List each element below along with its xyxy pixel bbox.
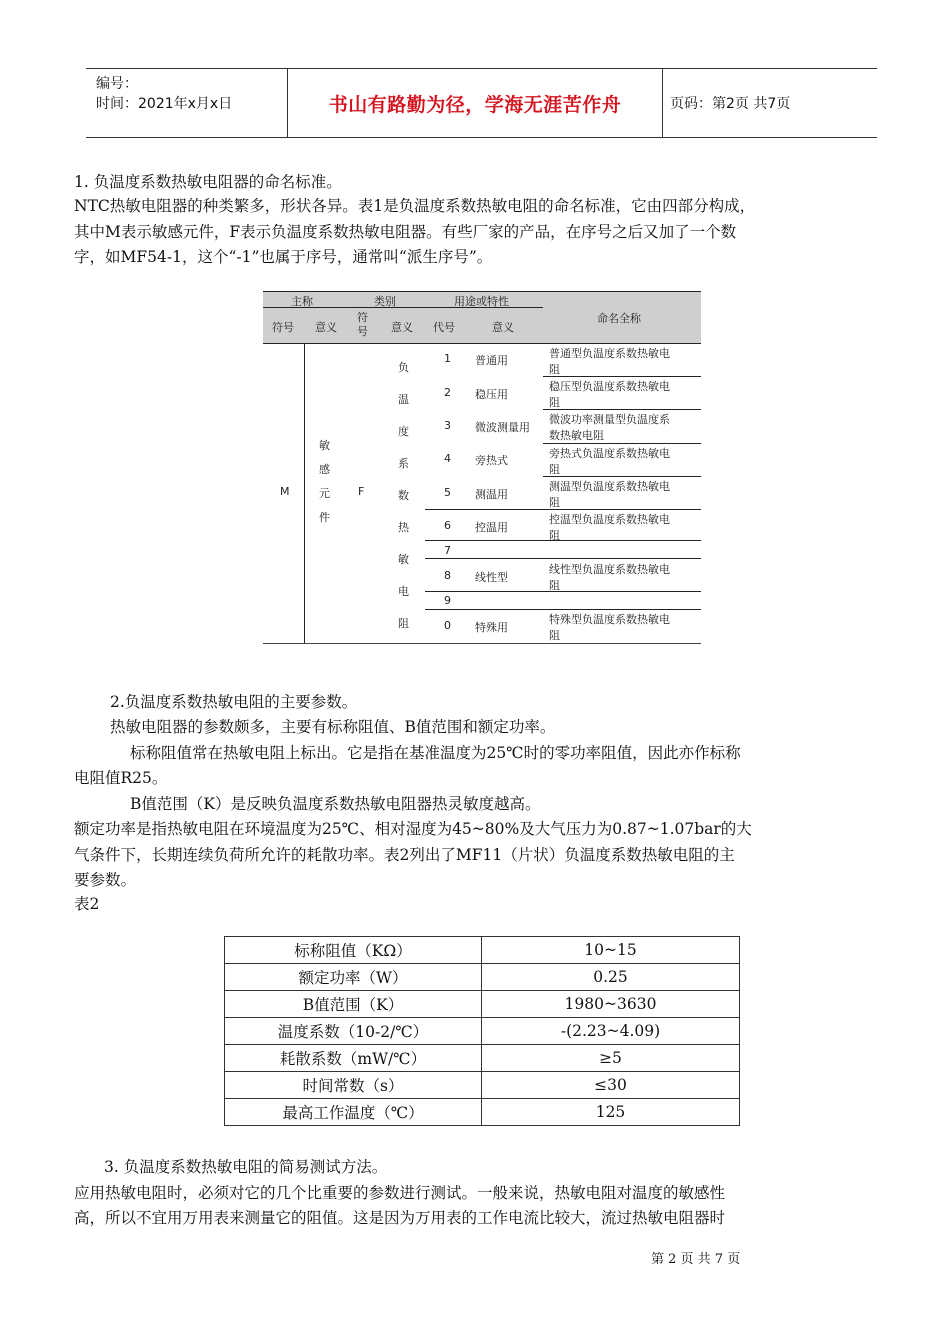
table1-sub-header: 代号 bbox=[433, 321, 455, 334]
table1-sub-header: 意义 bbox=[391, 321, 413, 334]
table1-code: 3 bbox=[444, 419, 451, 432]
table1-fullname: 阻 bbox=[549, 629, 560, 642]
header-meta bbox=[86, 69, 286, 137]
table1-rule bbox=[425, 509, 701, 510]
table1-class-meaning-char: 负 bbox=[398, 361, 409, 374]
table1-main-meaning-char: 元 bbox=[319, 487, 330, 500]
table1-sub-header: 符号 bbox=[357, 311, 368, 338]
table1-main-meaning-char: 感 bbox=[319, 463, 330, 476]
table1-sub-header: 意义 bbox=[315, 321, 337, 334]
param-name: B值范围（K） bbox=[225, 991, 482, 1018]
table1-fullname: 数热敏电阻 bbox=[549, 429, 604, 442]
section3-line: 高，所以不宜用万用表来测量它的阻值。这是因为万用表的工作电流比较大，流过热敏电阻器时 bbox=[74, 1209, 726, 1227]
section1-line: 字，如MF54-1，这个“-1”也属于序号，通常叫“派生序号”。 bbox=[74, 248, 493, 266]
table1-rule bbox=[425, 591, 701, 592]
table1-sub-header: 符号 bbox=[272, 321, 294, 334]
table1-rule bbox=[263, 343, 701, 344]
table-row bbox=[225, 991, 740, 1018]
table1-fullname: 阻 bbox=[549, 529, 560, 542]
page-header bbox=[86, 68, 877, 138]
table1-rule bbox=[304, 343, 305, 643]
section2-power: 要参数。 bbox=[74, 871, 137, 889]
table1-fullname: 旁热式负温度系数热敏电 bbox=[549, 447, 670, 460]
section2-bvalue: B值范围（K）是反映负温度系数热敏电阻器热灵敏度越高。 bbox=[130, 795, 541, 813]
section2-power: 额定功率是指热敏电阻在环境温度为25℃、相对湿度为45~80%及大气压力为0.87~1.07bar的大 bbox=[74, 820, 752, 838]
parameters-table bbox=[224, 936, 740, 1126]
param-name: 额定功率（W） bbox=[225, 964, 482, 991]
table1-fullname: 阻 bbox=[549, 363, 560, 376]
table-row bbox=[225, 1099, 740, 1126]
table1-fullname: 测温型负温度系数热敏电 bbox=[549, 480, 670, 493]
section1-heading: 1. 负温度系数热敏电阻器的命名标准。 bbox=[74, 173, 342, 191]
table1-rule bbox=[425, 540, 701, 541]
param-name: 温度系数（10-2/℃） bbox=[225, 1018, 482, 1045]
table1-group-header: 主称 bbox=[291, 295, 313, 308]
table1-code: 7 bbox=[444, 544, 451, 557]
table1-fullname: 线性型负温度系数热敏电 bbox=[549, 563, 670, 576]
table1-code: 2 bbox=[444, 386, 451, 399]
param-value: 125 bbox=[482, 1099, 740, 1126]
table1-rule bbox=[543, 443, 701, 444]
table2-label: 表2 bbox=[74, 895, 100, 913]
table1-code: 8 bbox=[444, 569, 451, 582]
section1-line: NTC热敏电阻器的种类繁多，形状各异。表1是负温度系数热敏电阻的命名标准，它由四部分构成， bbox=[74, 197, 756, 215]
table1-class-meaning-char: 数 bbox=[398, 489, 409, 502]
param-name: 最高工作温度（℃） bbox=[225, 1099, 482, 1126]
table1-code: 9 bbox=[444, 594, 451, 607]
table-row bbox=[225, 1072, 740, 1099]
table1-use: 普通用 bbox=[475, 354, 508, 367]
table1-rule bbox=[543, 476, 701, 477]
table1-use: 线性型 bbox=[475, 571, 508, 584]
section3-line: 应用热敏电阻时，必须对它的几个比重要的参数进行测试。一般来说，热敏电阻对温度的敏感性 bbox=[74, 1184, 726, 1202]
param-value: ≤30 bbox=[482, 1072, 740, 1099]
table-row bbox=[225, 937, 740, 964]
table1-fullname: 普通型负温度系数热敏电 bbox=[549, 347, 670, 360]
table1-fullname: 阻 bbox=[549, 579, 560, 592]
param-value: ≥5 bbox=[482, 1045, 740, 1072]
table1-fullname: 特殊型负温度系数热敏电 bbox=[549, 613, 670, 626]
section2-nominal: 标称阻值常在热敏电阻上标出。它是指在基准温度为25℃时的零功率阻值，因此亦作标称 bbox=[130, 744, 741, 762]
table1-class-meaning-char: 温 bbox=[398, 393, 409, 406]
table1-code: 1 bbox=[444, 352, 451, 365]
table1-fullname: 阻 bbox=[549, 463, 560, 476]
table-row bbox=[225, 964, 740, 991]
table1-use: 特殊用 bbox=[475, 621, 508, 634]
table1-fullname: 阻 bbox=[549, 496, 560, 509]
table1-code: 5 bbox=[444, 486, 451, 499]
table1-fullname-header: 命名全称 bbox=[597, 312, 641, 325]
table1-use: 微波测量用 bbox=[475, 421, 530, 434]
param-name: 标称阻值（KΩ） bbox=[225, 937, 482, 964]
naming-standard-table bbox=[263, 291, 701, 644]
table1-code: 0 bbox=[444, 619, 451, 632]
table-row bbox=[225, 1045, 740, 1072]
section1-line: 其中M表示敏感元件，F表示负温度系数热敏电阻器。有些厂家的产品，在序号之后又加了一个数 bbox=[74, 223, 737, 241]
header-page: 页码：第2页 共7页 bbox=[670, 96, 791, 112]
table1-fullname: 控温型负温度系数热敏电 bbox=[549, 513, 670, 526]
header-motto: 书山有路勤为径，学海无涯苦作舟 bbox=[328, 93, 622, 116]
table1-rule bbox=[263, 291, 701, 292]
section2-intro: 热敏电阻器的参数颇多，主要有标称阻值、B值范围和额定功率。 bbox=[110, 718, 556, 736]
table1-use: 测温用 bbox=[475, 488, 508, 501]
table1-group-header: 类别 bbox=[374, 295, 396, 308]
table1-fullname: 微波功率测量型负温度系 bbox=[549, 413, 670, 426]
section2-power: 气条件下，长期连续负荷所允许的耗散功率。表2列出了MF11（片状）负温度系数热敏电阻的主 bbox=[74, 846, 735, 864]
table1-code: 6 bbox=[444, 519, 451, 532]
table1-class-meaning-char: 敏 bbox=[398, 553, 409, 566]
section2-nominal: 电阻值R25。 bbox=[74, 769, 168, 787]
table1-rule bbox=[425, 558, 701, 559]
page-footer: 第 2 页 共 7 页 bbox=[651, 1252, 741, 1267]
table-row bbox=[225, 1018, 740, 1045]
table1-rule bbox=[543, 409, 701, 410]
table1-main-meaning-char: 件 bbox=[319, 511, 330, 524]
table1-fullname: 稳压型负温度系数热敏电 bbox=[549, 380, 670, 393]
param-value: 10~15 bbox=[482, 937, 740, 964]
table1-use: 控温用 bbox=[475, 521, 508, 534]
table1-class-symbol: F bbox=[358, 485, 365, 498]
table1-class-meaning-char: 电 bbox=[398, 585, 409, 598]
table1-rule bbox=[543, 376, 701, 377]
param-name: 耗散系数（mW/℃） bbox=[225, 1045, 482, 1072]
param-value: 0.25 bbox=[482, 964, 740, 991]
param-value: -(2.23~4.09) bbox=[482, 1018, 740, 1045]
table1-use: 旁热式 bbox=[475, 454, 508, 467]
table1-class-meaning-char: 阻 bbox=[398, 617, 409, 630]
param-value: 1980~3630 bbox=[482, 991, 740, 1018]
table1-class-meaning-char: 度 bbox=[398, 425, 409, 438]
table1-rule bbox=[425, 609, 701, 610]
table1-main-symbol: M bbox=[280, 485, 290, 498]
header-motto-cell bbox=[287, 69, 663, 137]
table1-fullname: 阻 bbox=[549, 396, 560, 409]
table1-group-header: 用途或特性 bbox=[454, 295, 509, 308]
table1-sub-header: 意义 bbox=[492, 321, 514, 334]
table1-use: 稳压用 bbox=[475, 388, 508, 401]
table1-class-meaning-char: 热 bbox=[398, 521, 409, 534]
table1-code: 4 bbox=[444, 452, 451, 465]
section3-heading: 3. 负温度系数热敏电阻的简易测试方法。 bbox=[104, 1158, 388, 1176]
section2-heading: 2.负温度系数热敏电阻的主要参数。 bbox=[110, 693, 358, 711]
param-name: 时间常数（s） bbox=[225, 1072, 482, 1099]
table1-class-meaning-char: 系 bbox=[398, 457, 409, 470]
header-time: 时间：2021年x月x日 bbox=[96, 96, 233, 112]
header-number: 编号： bbox=[96, 76, 138, 92]
table1-rule bbox=[263, 643, 701, 644]
table1-main-meaning-char: 敏 bbox=[319, 439, 330, 452]
